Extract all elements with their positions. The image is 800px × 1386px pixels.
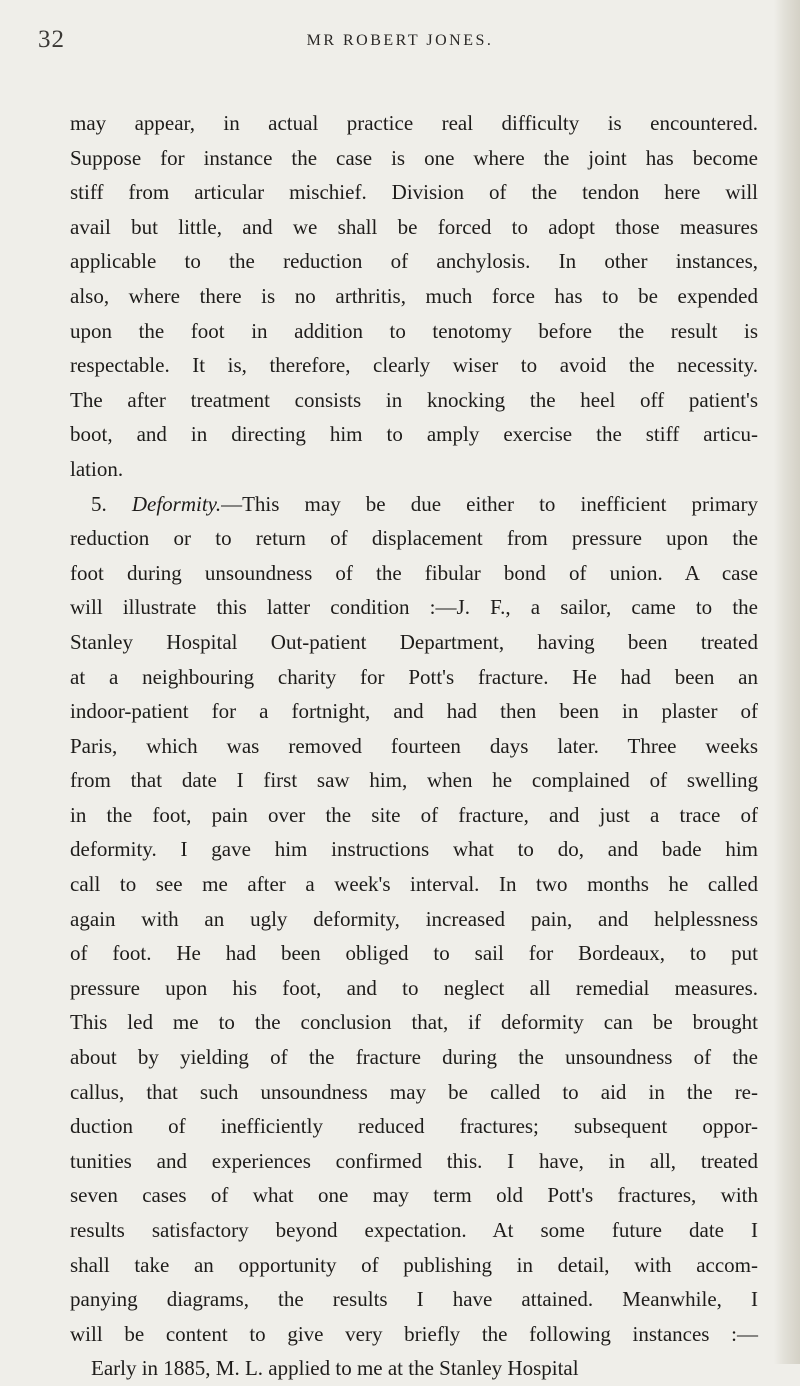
text-line: call to see me after a week's interval. In two months he called [70,872,758,897]
text-line: The after treatment consists in knocking the heel off patient's [70,387,758,412]
text-line: also, where there is no arthritis, much force has to be expended [70,283,758,308]
text-line: results satisfactory beyond expectation. At some future date I [70,1218,758,1242]
text-line: boot, and in directing him to amply exercise the stiff articu- [70,422,758,447]
page-edge-shadow [774,0,800,1364]
text-line: of foot. He had been obliged to sail for Bordeaux, to put [70,941,758,966]
text-line: will be content to give very briefly the following instances :— [70,1321,758,1346]
text-line: pressure upon his foot, and to neglect all remedial measures. [70,975,758,1000]
running-head: MR ROBERT JONES. [306,32,494,49]
text-line: seven cases of what one may term old Pott's fractures, with [70,1183,758,1208]
text-line: again with an ugly deformity, increased pain, and helplessness [70,906,758,931]
text-line: shall take an opportunity of publishing in detail, with accom- [70,1252,758,1277]
section-number: 5. [91,491,107,516]
text-line: foot during unsoundness of the fibular bond of union. A case [70,560,758,585]
text-line-final: Early in 1885, M. L. applied to me at the Stanley Hospital [91,1356,579,1381]
text-line: about by yielding of the fracture during the unsoundness of the [70,1045,758,1070]
body-text [70,106,758,1386]
text-line: Suppose for instance the case is one where the joint has become [70,145,758,170]
section-5-first-line [70,487,758,522]
text-line: upon the foot in addition to tenotomy before the result is [70,318,758,343]
text-line: This led me to the conclusion that, if deformity can be brought [70,1010,758,1035]
text-line: tunities and experiences confirmed this. I have, in all, treated [70,1148,758,1173]
section-heading: Deformity. [131,491,222,516]
text-line: reduction or to return of displacement from pressure upon the [70,526,758,551]
text-line: in the foot, pain over the site of fracture, and just a trace of [70,802,758,827]
text-line: from that date I first saw him, when he complained of swelling [70,768,758,793]
text-line: Paris, which was removed fourteen days later. Three weeks [70,733,758,758]
page-number: 32 [38,26,65,53]
text-line: deformity. I gave him instructions what to do, and bade him [70,837,758,862]
text-line: avail but little, and we shall be forced to adopt those measures [70,214,758,239]
text-line: will illustrate this latter condition :—J. F., a sailor, came to the [70,595,758,620]
section-first-line-text: —This may be due either to inefficient primary [221,491,759,516]
text-line: respectable. It is, therefore, clearly wiser to avoid the necessity. [70,353,758,378]
text-line: lation. [70,456,124,481]
text-line: stiff from articular mischief. Division of the tendon here will [70,180,758,205]
text-line: indoor-patient for a fortnight, and had then been in plaster of [70,699,758,724]
text-line: panying diagrams, the results I have attained. Meanwhile, I [70,1287,758,1312]
text-line: Stanley Hospital Out-patient Department, having been treated [70,629,758,654]
text-line: duction of inefficiently reduced fractures; subsequent oppor- [70,1114,758,1139]
text-line: applicable to the reduction of anchylosis. In other instances, [70,249,758,274]
text-line: callus, that such unsoundness may be called to aid in the re- [70,1079,758,1104]
text-line: at a neighbouring charity for Pott's fracture. He had been an [70,664,758,689]
text-line: may appear, in actual practice real difficulty is encountered. [70,111,758,135]
